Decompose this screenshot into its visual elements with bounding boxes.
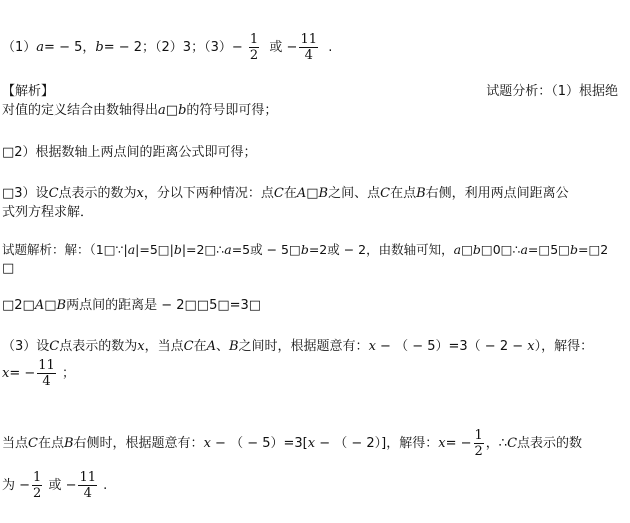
analysis-line-3: □2）根据数轴上两点间的距离公式即可得；: [2, 145, 257, 160]
var-a: a: [36, 40, 45, 55]
analysis-line-4: □3）设C点表示的数为x，分以下两种情况：点C在A□B之间、点C在点B右侧，利用两点间距离公: [2, 186, 569, 201]
fraction-half: $\frac{1}{2}$: [33, 470, 42, 501]
solution-line-1-cont: □: [2, 261, 15, 276]
solution-line-3: （3）设C点表示的数为x，当点C在A、B之间时，根据题意有：x − （ − 5）=3（ − 2 − x），解得：: [2, 339, 594, 354]
b-value: = − 2；（2）3；（3）−: [103, 40, 243, 55]
analysis-line-5: 式列方程求解．: [2, 205, 94, 220]
fraction-eleven-quarters: $\frac{11}{4}$: [38, 358, 55, 389]
solution-line-3-result: x= − $\frac{11}{4}$ ；: [2, 358, 75, 389]
analysis-line-2: 对值的定义结合由数轴得出a□b的符号即可得；: [2, 103, 278, 118]
or-text: 或 −: [269, 40, 298, 55]
fraction-half: $\frac{1}{2}$: [474, 428, 483, 459]
a-value: = − 5，: [44, 40, 96, 55]
solution-line-1: 试题解析：解：（1□∵|a|=5□|b|=2□∴a=5或 − 5□b=2或 − 2，由数轴可知，a□b□0□∴a=□5□b=□2: [2, 242, 609, 257]
fraction-eleven-quarters: $\frac{11}{4}$: [300, 32, 317, 63]
var-b: b: [95, 40, 104, 55]
fraction-half: $\frac{1}{2}$: [249, 32, 259, 63]
fraction-eleven-quarters: $\frac{11}{4}$: [79, 470, 97, 501]
answer-part1: （1）: [2, 40, 37, 55]
answer-line: （1）a= − 5，b= − 2；（2）3；（3）− $\frac{1}{2}$ 或 − $\frac{11}{4}$ .: [2, 32, 333, 63]
section-title: 【解析】: [2, 84, 55, 99]
solution-line-5: 为 − $\frac{1}{2}$ 或 − $\frac{11}{4}$ .: [2, 470, 108, 501]
solution-line-4: 当点C在点B右侧时，根据题意有：x − （ − 5）=3[x − （ − 2）]，解得：x= − $\frac{1}{2}$ ，∴C点表示的数: [2, 428, 583, 459]
solution-line-2: □2□A□B两点间的距离是 − 2□□5□=3□: [2, 298, 262, 313]
analysis-heading: 试题分析：（1）根据绝: [486, 84, 618, 99]
